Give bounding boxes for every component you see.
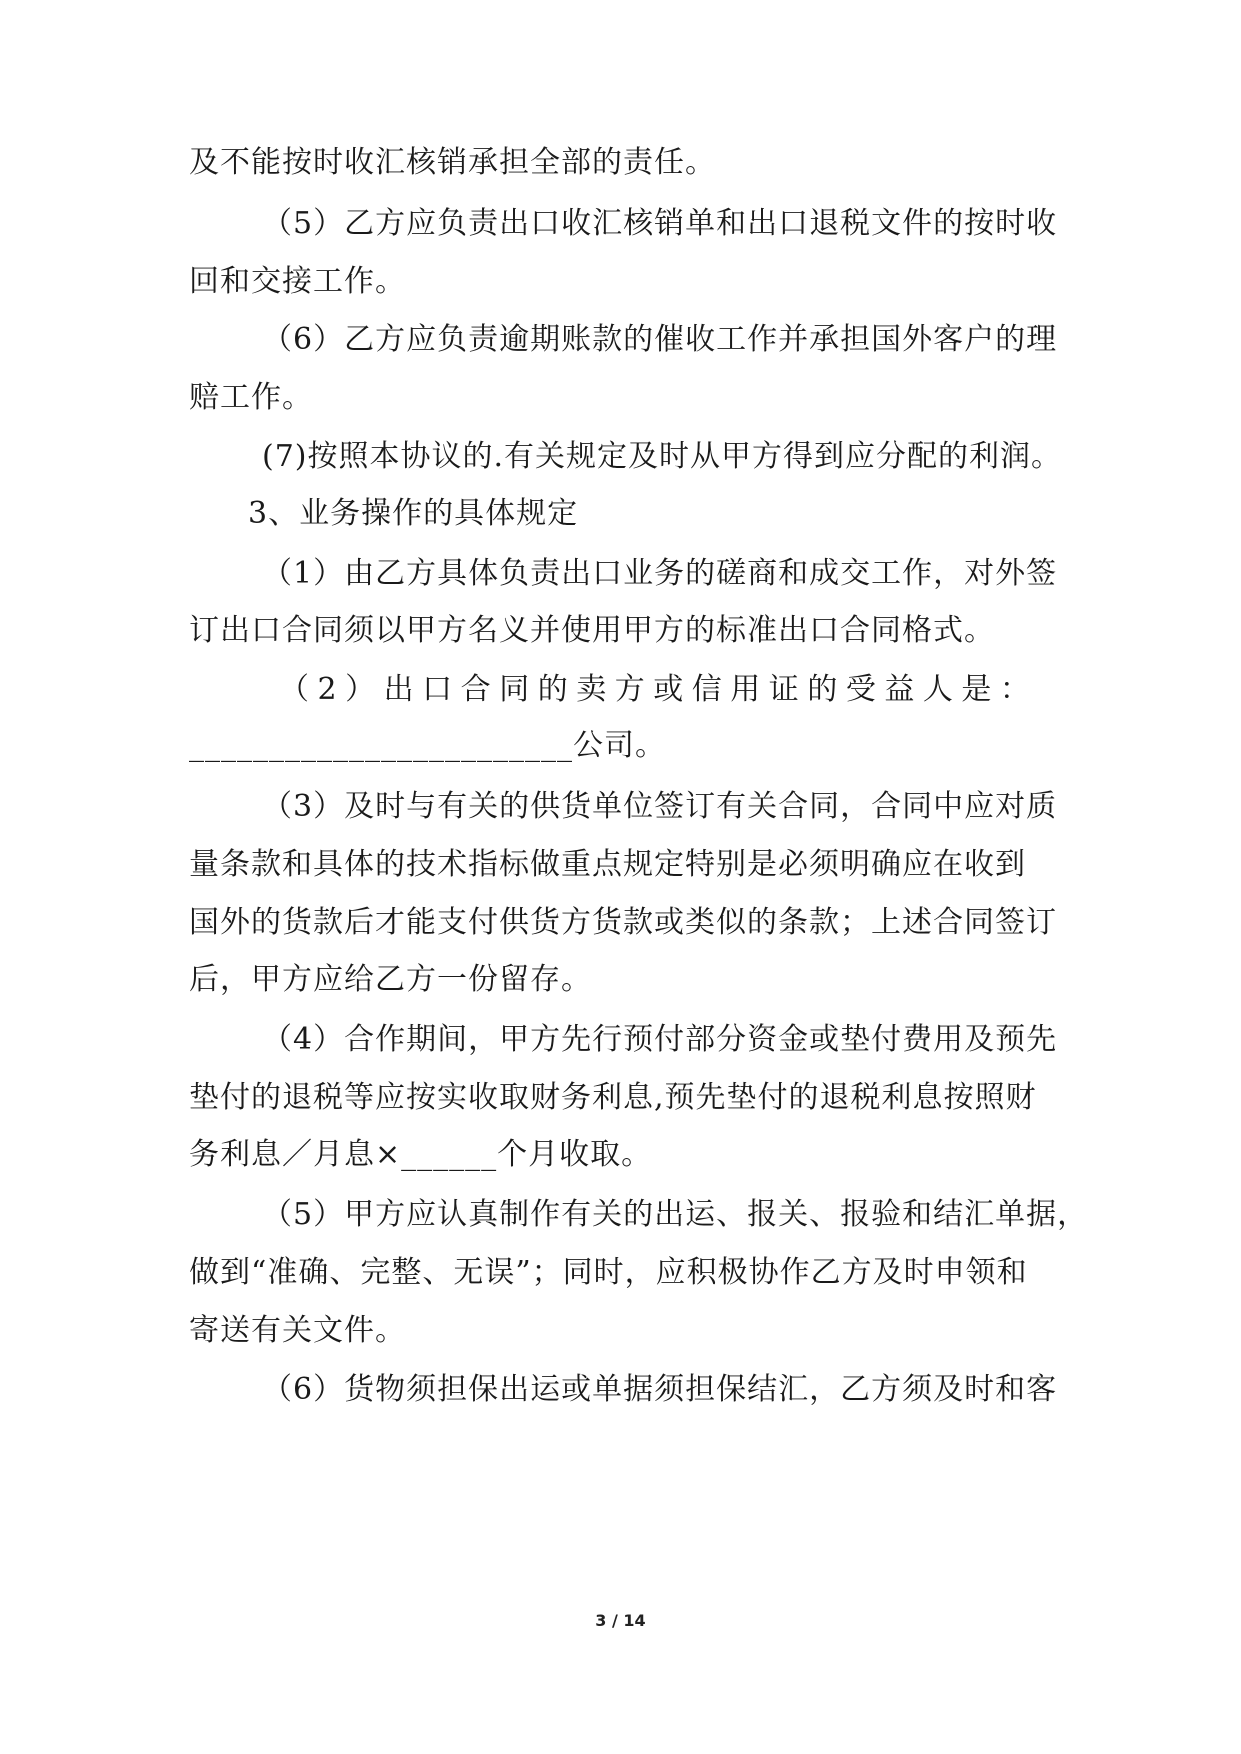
text-char: 的 xyxy=(807,672,839,707)
text-char: 2 xyxy=(317,672,338,707)
text-line: 做到“准确、完整、无误”；同时，应积极协作乙方及时申领和 xyxy=(189,1255,1028,1290)
text-char: 受 xyxy=(845,672,877,707)
text-char: 证 xyxy=(768,672,800,707)
text-char: 人 xyxy=(922,672,954,707)
text-line: ________________________公司。 xyxy=(189,728,666,763)
text-line: （6）货物须担保出运或单据须担保结汇，乙方须及时和客 xyxy=(262,1372,1058,1407)
text-line: 回和交接工作。 xyxy=(189,264,406,299)
text-line: （5）乙方应负责出口收汇核销单和出口退税文件的按时收 xyxy=(262,206,1058,241)
text-char: 益 xyxy=(884,672,916,707)
text-line: 寄送有关文件。 xyxy=(189,1313,406,1348)
text-line: 及不能按时收汇核销承担全部的责任。 xyxy=(189,145,716,180)
text-char: 出 xyxy=(383,672,415,707)
text-line: 国外的货款后才能支付供货方货款或类似的条款；上述合同签订 xyxy=(189,905,1057,940)
text-line: 量条款和具体的技术指标做重点规定特别是必须明确应在收到 xyxy=(189,847,1026,882)
text-char: 同 xyxy=(499,672,531,707)
text-char: （ xyxy=(279,672,310,707)
text-char: 口 xyxy=(422,672,454,707)
text-line: （1）由乙方具体负责出口业务的磋商和成交工作，对外签 xyxy=(262,556,1058,591)
text-char: 的 xyxy=(537,672,569,707)
text-line: （3）及时与有关的供货单位签订有关合同，合同中应对质 xyxy=(262,789,1058,824)
text-line: (7)按照本协议的.有关规定及时从甲方得到应分配的利润。 xyxy=(262,439,1063,474)
text-char: 合 xyxy=(460,672,492,707)
text-line: 赔工作。 xyxy=(189,380,313,415)
text-line: （4）合作期间，甲方先行预付部分资金或垫付费用及预先 xyxy=(262,1022,1058,1057)
text-char: ： xyxy=(999,672,1031,707)
text-char: 或 xyxy=(653,672,685,707)
section-heading: 3、业务操作的具体规定 xyxy=(248,496,579,531)
text-char: 方 xyxy=(614,672,646,707)
text-char: 用 xyxy=(730,672,762,707)
text-line: （5）甲方应认真制作有关的出运、报关、报验和结汇单据， xyxy=(262,1197,1089,1232)
text-char: 卖 xyxy=(576,672,608,707)
text-char: 信 xyxy=(691,672,723,707)
text-line: 务利息／月息×______个月收取。 xyxy=(189,1137,653,1172)
text-line: 后，甲方应给乙方一份留存。 xyxy=(189,962,592,997)
page-number: 3 / 14 xyxy=(595,1611,646,1630)
text-line-justified xyxy=(279,670,1031,710)
text-line: 订出口合同须以甲方名义并使用甲方的标准出口合同格式。 xyxy=(189,613,995,648)
text-line: （6）乙方应负责逾期账款的催收工作并承担国外客户的理 xyxy=(262,322,1058,357)
text-line: 垫付的退税等应按实收取财务利息,预先垫付的退税利息按照财 xyxy=(189,1080,1037,1115)
text-char: ） xyxy=(345,672,377,707)
text-char: 是 xyxy=(961,672,993,707)
